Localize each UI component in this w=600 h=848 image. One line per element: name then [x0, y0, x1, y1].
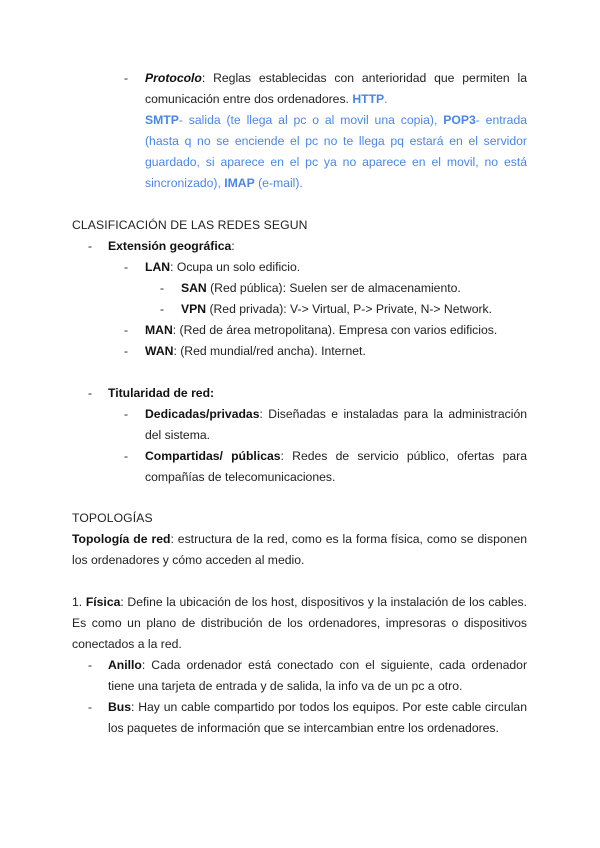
- lan-term: LAN: [145, 260, 171, 274]
- vpn-text: (Red privada): V-> Virtual, P-> Private, N-> Network.: [206, 302, 493, 316]
- vpn-term: VPN: [181, 302, 207, 316]
- wan-item: [145, 341, 366, 362]
- imap-text: (e-mail).: [258, 176, 303, 190]
- anillo-item: [108, 655, 527, 697]
- dedicadas-item: [145, 404, 527, 446]
- bullet-dash: -: [160, 302, 165, 316]
- bullet-dash: -: [88, 239, 93, 253]
- topologia-term: Topología de red: [72, 532, 171, 546]
- anillo-term: Anillo: [108, 658, 142, 672]
- fisica-paragraph: [72, 592, 527, 655]
- protocolo-paragraph: [145, 68, 527, 110]
- titularidad-label: Titularidad de red:: [108, 386, 215, 400]
- titularidad-item: [108, 383, 214, 404]
- bullet-dash: -: [88, 700, 93, 714]
- topologia-text: : estructura de la red, como es la forma física, como se disponen los ordenadores y cómo acceden al medio.: [72, 532, 527, 567]
- bus-text: : Hay un cable compartido por todos los equipos. Por este cable circulan los paquetes de información que se intercambian entre los ordenadores.: [108, 700, 527, 735]
- bullet-dash: -: [88, 658, 93, 672]
- wan-text: : (Red mundial/red ancha). Internet.: [173, 344, 366, 358]
- lan-text: : Ocupa un solo edificio.: [170, 260, 301, 274]
- bullet-dash: -: [88, 386, 93, 400]
- fisica-term: Física: [85, 595, 121, 609]
- bus-item: [108, 697, 527, 739]
- smtp-label: SMTP: [145, 113, 179, 127]
- vpn-item: [181, 299, 492, 320]
- san-text: (Red pública): Suelen ser de almacenamiento.: [206, 281, 461, 295]
- extension-item: [108, 236, 235, 257]
- fisica-text: : Define la ubicación de los host, dispositivos y la instalación de los cables. Es como un plano de distribución de los ordenadores, impresoras o dispositivos conectados a la red.: [72, 595, 527, 651]
- man-text: : (Red de área metropolitana). Empresa con varios edificios.: [172, 323, 498, 337]
- anillo-text: : Cada ordenador está conectado con el siguiente, cada ordenador tiene una tarjeta de entrada y de salida, la info va de un pc a otro.: [108, 658, 527, 693]
- smtp-text: - salida (te llega al pc o al movil una copia),: [178, 113, 438, 127]
- http-label: HTTP: [352, 92, 385, 106]
- man-term: MAN: [145, 323, 173, 337]
- pop3-text: - entrada (hasta q no se enciende el pc no te llega pq estará en el servidor guardado, si aparece en el pc ya no aparece en el movil, no está sincronizado),: [145, 113, 528, 190]
- bullet-dash: -: [124, 449, 129, 463]
- extension-label: Extensión geográfica: [108, 239, 232, 253]
- dedicadas-text: : Diseñadas e instaladas para la administración del sistema.: [145, 407, 527, 442]
- imap-label: IMAP: [224, 176, 255, 190]
- san-term: SAN: [181, 281, 207, 295]
- compartidas-term: Compartidas/ públicas: [145, 449, 281, 463]
- dedicadas-term: Dedicadas/privadas: [145, 407, 260, 421]
- bullet-dash: -: [124, 407, 129, 421]
- protocolo-sep: :: [201, 71, 206, 85]
- man-item: [145, 320, 497, 341]
- http-dot: .: [384, 92, 388, 106]
- pop3-label: POP3: [443, 113, 476, 127]
- compartidas-item: [145, 446, 527, 488]
- section-heading-clasificacion: CLASIFICACIÓN DE LAS REDES SEGUN: [72, 218, 308, 232]
- wan-term: WAN: [145, 344, 174, 358]
- extension-sep: :: [231, 239, 235, 253]
- compartidas-text: : Redes de servicio público, ofertas para compañías de telecomunicaciones.: [145, 449, 527, 484]
- bullet-dash: -: [124, 260, 129, 274]
- fisica-prefix: 1.: [72, 595, 86, 609]
- bullet-dash: -: [124, 71, 129, 85]
- section-heading-topologias: TOPOLOGÍAS: [72, 511, 153, 525]
- bullet-dash: -: [160, 281, 165, 295]
- bullet-dash: -: [124, 323, 129, 337]
- bus-term: Bus: [108, 700, 132, 714]
- san-item: [181, 278, 461, 299]
- protocolo-term: Protocolo: [145, 71, 202, 85]
- bullet-dash: -: [124, 344, 129, 358]
- protocolo-text: Reglas establecidas con anterioridad que permiten la comunicación entre dos ordenadores.: [145, 71, 527, 106]
- email-protocols-paragraph: [145, 110, 527, 194]
- lan-item: [145, 257, 300, 278]
- topologia-definition: [72, 529, 527, 571]
